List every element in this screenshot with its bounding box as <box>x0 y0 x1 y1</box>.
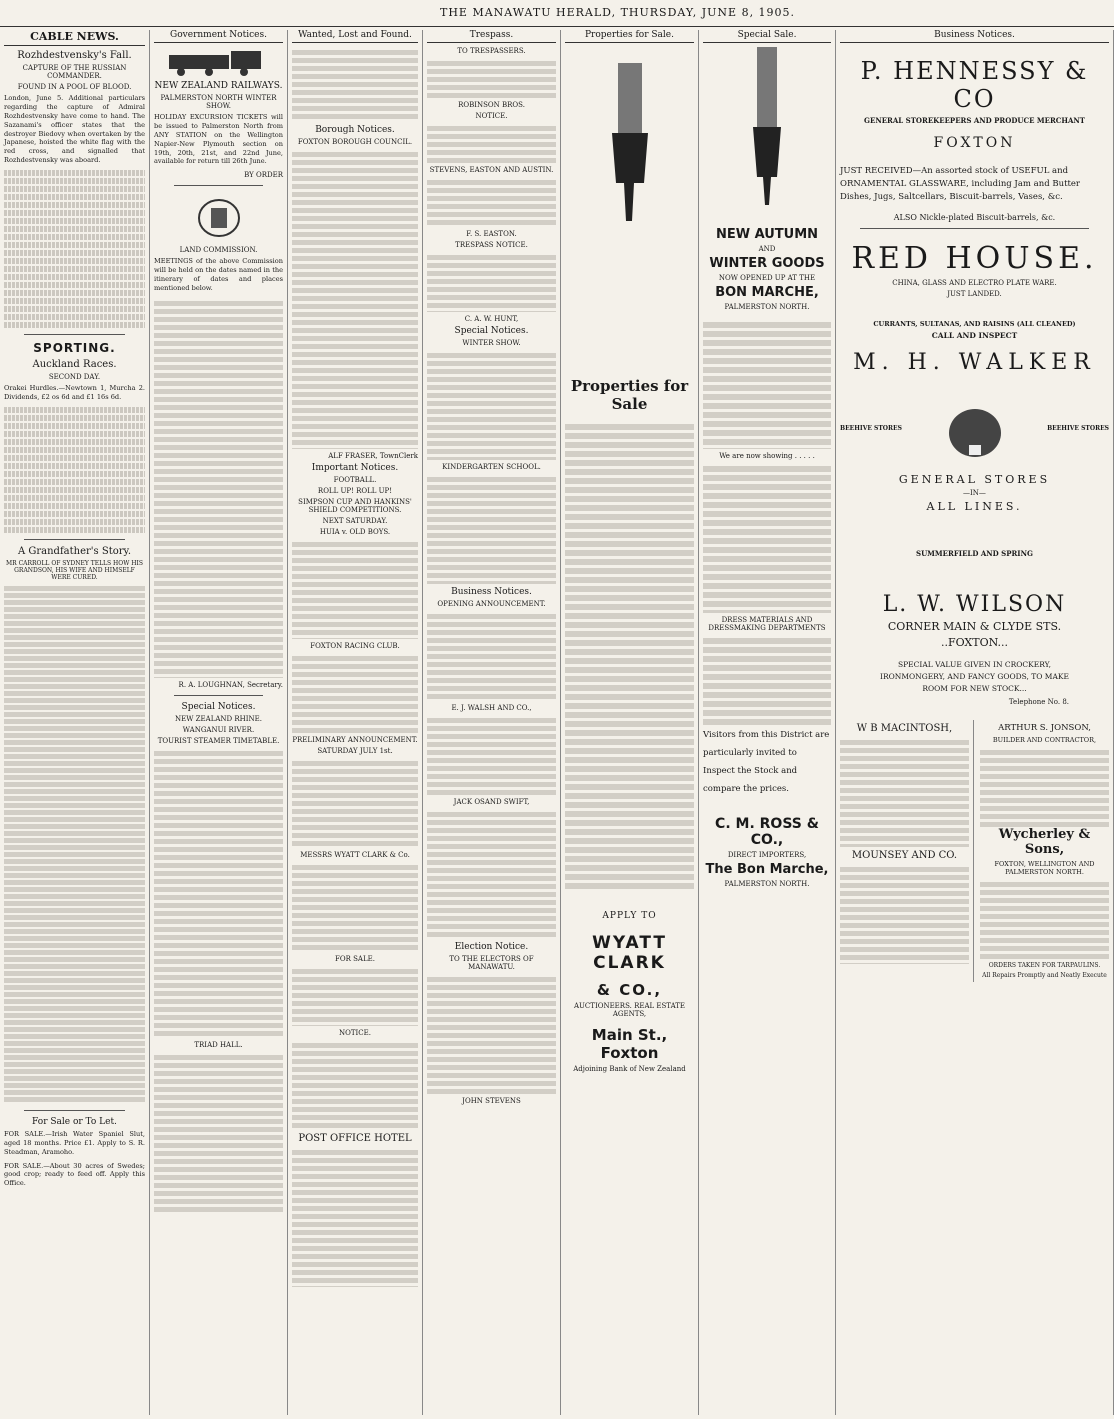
subheadline: MESSRS WYATT CLARK & Co. <box>300 851 410 859</box>
column-header: Trespass. <box>427 30 556 43</box>
subheadline: WANGANUI RIVER. <box>182 725 255 734</box>
subheadline: TOURIST STEAMER TIMETABLE. <box>157 736 280 745</box>
subheadline: GENERAL STOREKEEPERS AND PRODUCE MERCHANT <box>864 116 1085 125</box>
column-wanted <box>288 30 423 1415</box>
subheadline: NEXT SATURDAY. <box>322 517 388 525</box>
section-heading: Election Notice. <box>454 942 529 952</box>
subheadline: AUCTIONEERS. REAL ESTATE AGENTS, <box>573 1002 686 1018</box>
agent-name: WYATT CLARK <box>592 933 667 973</box>
address-note: Adjoining Bank of New Zealand <box>573 1065 686 1073</box>
section-heading: Special Notices. <box>181 701 256 712</box>
subheadline: SUMMERFIELD AND SPRING <box>916 549 1033 559</box>
notice-body <box>292 1040 418 1130</box>
store-label: BEEHIVE STORES <box>840 424 902 432</box>
headline: NEW AUTUMN <box>715 227 819 242</box>
subheadline: LAND COMMISSION. <box>179 246 258 255</box>
notice-body <box>292 47 418 122</box>
notice-body <box>427 252 556 312</box>
subheadline: CALL AND INSPECT <box>931 331 1018 341</box>
notice-body <box>292 758 418 848</box>
notice-body <box>292 1147 418 1287</box>
pointing-hand-icon <box>600 63 660 223</box>
listing-body <box>565 421 694 891</box>
classified: FOR SALE.—Irish Water Spaniel Slut, aged 18 months. Price £1. Apply to S. R. Steadman, Aramoho. <box>4 1129 145 1156</box>
subheadline: ROLL UP! ROLL UP! <box>317 487 393 495</box>
subheadline: FOXTON BOROUGH COUNCIL. <box>297 138 413 146</box>
notice-body <box>427 611 556 701</box>
subheadline: TO THE ELECTORS OF MANAWATU. <box>449 955 534 971</box>
store-label: BEEHIVE STORES <box>1047 424 1109 432</box>
notice-text: HOLIDAY EXCURSION TICKETS will be issued to Palmerston North from ANY STATION on the Wellington Napier-New Plymouth section on 19th, 20th, 21st, and 22nd June, available for return till 26th June. <box>154 113 283 166</box>
subheadline: GENERAL STORES <box>898 473 1051 487</box>
train-icon <box>159 47 279 77</box>
section-heading: Borough Notices. <box>315 125 395 135</box>
notice-body <box>292 539 418 639</box>
notice-body <box>427 715 556 795</box>
notice-body <box>427 350 556 460</box>
notice-body <box>427 177 556 227</box>
subheadline: FOR SALE. <box>335 955 375 963</box>
signature: R. A. LOUGHNAN, Secretary. <box>178 680 283 689</box>
subheadline: PRELIMINARY ANNOUNCEMENT. <box>292 736 418 744</box>
notice-body <box>703 319 831 449</box>
subheadline: SECOND DAY. <box>48 373 101 382</box>
article-body <box>4 584 145 1104</box>
column-government-notices <box>150 30 288 1415</box>
subheadline: KINDERGARTEN SCHOOL. <box>442 463 541 471</box>
notice-text: Visitors from this District are particularly invited to Inspect the Stock and compare the prices. <box>703 730 830 794</box>
column-header: CABLE NEWS. <box>4 30 145 46</box>
masthead-title: THE MANAWATU HERALD, THURSDAY, JUNE 8, 1905. <box>440 6 796 19</box>
notice-body <box>427 58 556 98</box>
headline: WINTER GOODS <box>709 256 825 271</box>
notice-body <box>154 1052 283 1212</box>
subheadline: APPLY TO <box>602 911 657 921</box>
signature: STEVENS, EASTON AND AUSTIN. <box>429 166 554 174</box>
subheadline: ALL LINES. <box>926 500 1023 514</box>
subheadline: NOTICE. <box>339 1029 371 1037</box>
subheadline: DRESS MATERIALS AND DRESSMAKING DEPARTMENTS <box>708 616 826 632</box>
store-name: MOUNSEY AND CO. <box>851 850 958 862</box>
address: CORNER MAIN & CLYDE STS. <box>887 620 1062 634</box>
subheadline: CAPTURE OF THE RUSSIAN COMMANDER. <box>22 64 127 80</box>
subheadline: PALMERSTON NORTH WINTER SHOW. <box>160 94 277 110</box>
notice-text: JUST RECEIVED—An assorted stock of USEFUL and ORNAMENTAL GLASSWARE, including Jam and Butter Dishes, Jugs, Saltcellars, Biscuit-barrels, Vases, &c. <box>840 166 1081 202</box>
subheadline: E. J. WALSH AND CO., <box>451 704 532 712</box>
address: Main St., Foxton <box>591 1026 668 1062</box>
notice-body <box>427 809 556 939</box>
subheadline: NOTICE. <box>475 112 508 120</box>
column-business-notices <box>836 30 1114 1415</box>
store-name: M. H. WALKER <box>853 350 1096 376</box>
signature: C. A. W. HUNT, <box>464 315 519 323</box>
subheadline: FOXTON RACING CLUB. <box>310 642 400 650</box>
notice-body <box>840 864 969 964</box>
notice-body <box>154 298 283 678</box>
notice-text: All Repairs Promptly and Neatly Execute <box>982 972 1107 980</box>
section-heading: Business Notices. <box>451 587 532 597</box>
notice-body <box>292 862 418 952</box>
subheadline: FOOTBALL. <box>333 476 377 484</box>
notice-body <box>292 149 418 449</box>
notice-body <box>292 966 418 1026</box>
subheadline: BUILDER AND CONTRACTOR, <box>992 736 1097 745</box>
notice-body <box>154 748 283 1038</box>
section-heading: SPORTING. <box>33 341 116 356</box>
notice-body <box>427 474 556 584</box>
store-name: RED HOUSE. <box>851 241 1098 277</box>
column-trespass <box>423 30 561 1415</box>
headline: Auckland Races. <box>32 359 117 371</box>
subheadline: OPENING ANNOUNCEMENT. <box>437 600 546 608</box>
section-heading: For Sale or To Let. <box>32 1116 117 1127</box>
subheadline: CURRANTS, SULTANAS, AND RAISINS (ALL CLEANED) <box>873 320 1076 329</box>
notice-body <box>980 879 1109 959</box>
subheadline: NOW OPENED UP AT THE <box>718 274 816 282</box>
notice-text: ORDERS TAKEN FOR TARPAULINS. <box>988 962 1101 970</box>
subheadline: CHINA, GLASS AND ELECTRO PLATE WARE. <box>892 279 1057 288</box>
column-header: Special Sale. <box>703 30 831 43</box>
pointing-hand-icon <box>747 47 787 207</box>
subheadline: FOXTON, WELLINGTON AND PALMERSTON NORTH. <box>994 860 1095 877</box>
notice-text: MEETINGS of the above Commission will be held on the dates named in the itinerary of dates and places mentioned below. <box>154 257 283 293</box>
subheadline: NEW ZEALAND RHINE. <box>175 714 262 723</box>
headline: Properties for Sale <box>570 377 689 413</box>
store-name: W B MACINTOSH, <box>856 723 953 735</box>
column-properties <box>561 30 699 1415</box>
subheadline: JUST LANDED. <box>947 290 1002 299</box>
store-name: The Bon Marche, <box>705 862 829 878</box>
notice-body <box>840 737 969 847</box>
masthead <box>0 0 1114 27</box>
column-header: Business Notices. <box>840 30 1109 43</box>
column-cable-news <box>0 30 150 1415</box>
classified: FOR SALE.—About 30 acres of Swedes; good crop; ready to feed off. Apply this Office. <box>4 1161 145 1188</box>
subheadline: SATURDAY JULY 1st. <box>317 747 393 755</box>
column-special-sale <box>699 30 836 1415</box>
notice-text: ALSO Nickle-plated Biscuit-barrels, &c. <box>893 213 1056 223</box>
subheadline: WINTER SHOW. <box>462 339 521 347</box>
notice-body <box>703 635 831 725</box>
notice-text: SPECIAL VALUE GIVEN IN CROCKERY, IRONMONGERY, AND FANCY GOODS, TO MAKE ROOM FOR NEW STOCK... <box>880 660 1069 694</box>
subheadline: SIMPSON CUP AND HANKINS' SHIELD COMPETITIONS. <box>298 498 412 514</box>
headline: A Grandfather's Story. <box>17 545 132 557</box>
store-name: Wycherley & Sons, <box>998 827 1091 858</box>
subheadline: DIRECT IMPORTERS, <box>727 851 807 860</box>
section-heading: Special Notices. <box>454 326 529 336</box>
column-header: Wanted, Lost and Found. <box>292 30 418 43</box>
store-name: C. M. ROSS & CO., <box>715 816 819 849</box>
beehive-icon <box>935 393 1015 463</box>
subheadline: We are now showing . . . . . <box>719 452 815 460</box>
subheadline: HUIA v. OLD BOYS. <box>319 528 391 536</box>
notice-body <box>703 463 831 613</box>
notice-body <box>427 123 556 163</box>
signature: BY ORDER <box>244 171 283 180</box>
subheadline: PALMERSTON NORTH. <box>724 303 810 311</box>
article-text: Orakei Hurdles.—Newtown 1, Murcha 2. Dividends, £2 os 6d and £1 16s 6d. <box>4 384 145 402</box>
article-text: London, June 5. Additional particulars regarding the capture of Admiral Rozhdestvensky have come to hand. The Sazanami's officer states that the destroyer Biedovy when overtaken by the Japanese, hoisted the white flag with the red cross, and signalled that Rozhdestvensky was aboard. <box>4 94 145 165</box>
location: FOXTON <box>933 135 1016 151</box>
column-header: Properties for Sale. <box>565 30 694 43</box>
column-header: Government Notices. <box>154 30 283 43</box>
store-name: L. W. WILSON <box>882 592 1067 618</box>
subheadline: MR CARROLL OF SYDNEY TELLS HOW HIS GRANDSON, HIS WIFE AND HIMSELF WERE CURED. <box>6 559 143 581</box>
signature: ROBINSON BROS. <box>458 101 525 109</box>
section-heading: Important Notices. <box>311 463 399 473</box>
notice-body <box>292 653 418 733</box>
store-name: P. HENNESSY & CO <box>860 57 1089 113</box>
subheadline: PALMERSTON NORTH. <box>724 880 810 889</box>
subheadline: TRIAD HALL. <box>194 1040 243 1049</box>
headline: NEW ZEALAND RAILWAYS. <box>154 81 283 91</box>
subheadline: AND <box>758 245 776 253</box>
subheadline: FOUND IN A POOL OF BLOOD. <box>17 83 132 91</box>
phone: Telephone No. 8. <box>1008 698 1069 707</box>
subheadline: —IN— <box>963 489 986 498</box>
notice-body <box>980 747 1109 827</box>
location: ..FOXTON... <box>940 636 1009 650</box>
subheadline: JACK OSAND SWIFT, <box>453 798 530 806</box>
headline: BON MARCHE, <box>715 285 819 300</box>
coat-of-arms-icon <box>189 192 249 242</box>
notice-body <box>427 974 556 1094</box>
subheadline: TO TRESPASSERS. <box>457 47 526 55</box>
signature: JOHN STEVENS <box>462 1097 521 1105</box>
headline: Rozhdestvensky's Fall. <box>17 50 132 61</box>
signature: F. S. EASTON. <box>466 230 517 238</box>
subheadline: TRESPASS NOTICE. <box>455 241 528 249</box>
store-name: ARTHUR S. JONSON, <box>998 723 1091 734</box>
headline: POST OFFICE HOTEL <box>298 1133 412 1144</box>
signature: ALF FRASER, TownClerk <box>328 452 418 460</box>
agent-name: & CO., <box>596 981 663 999</box>
